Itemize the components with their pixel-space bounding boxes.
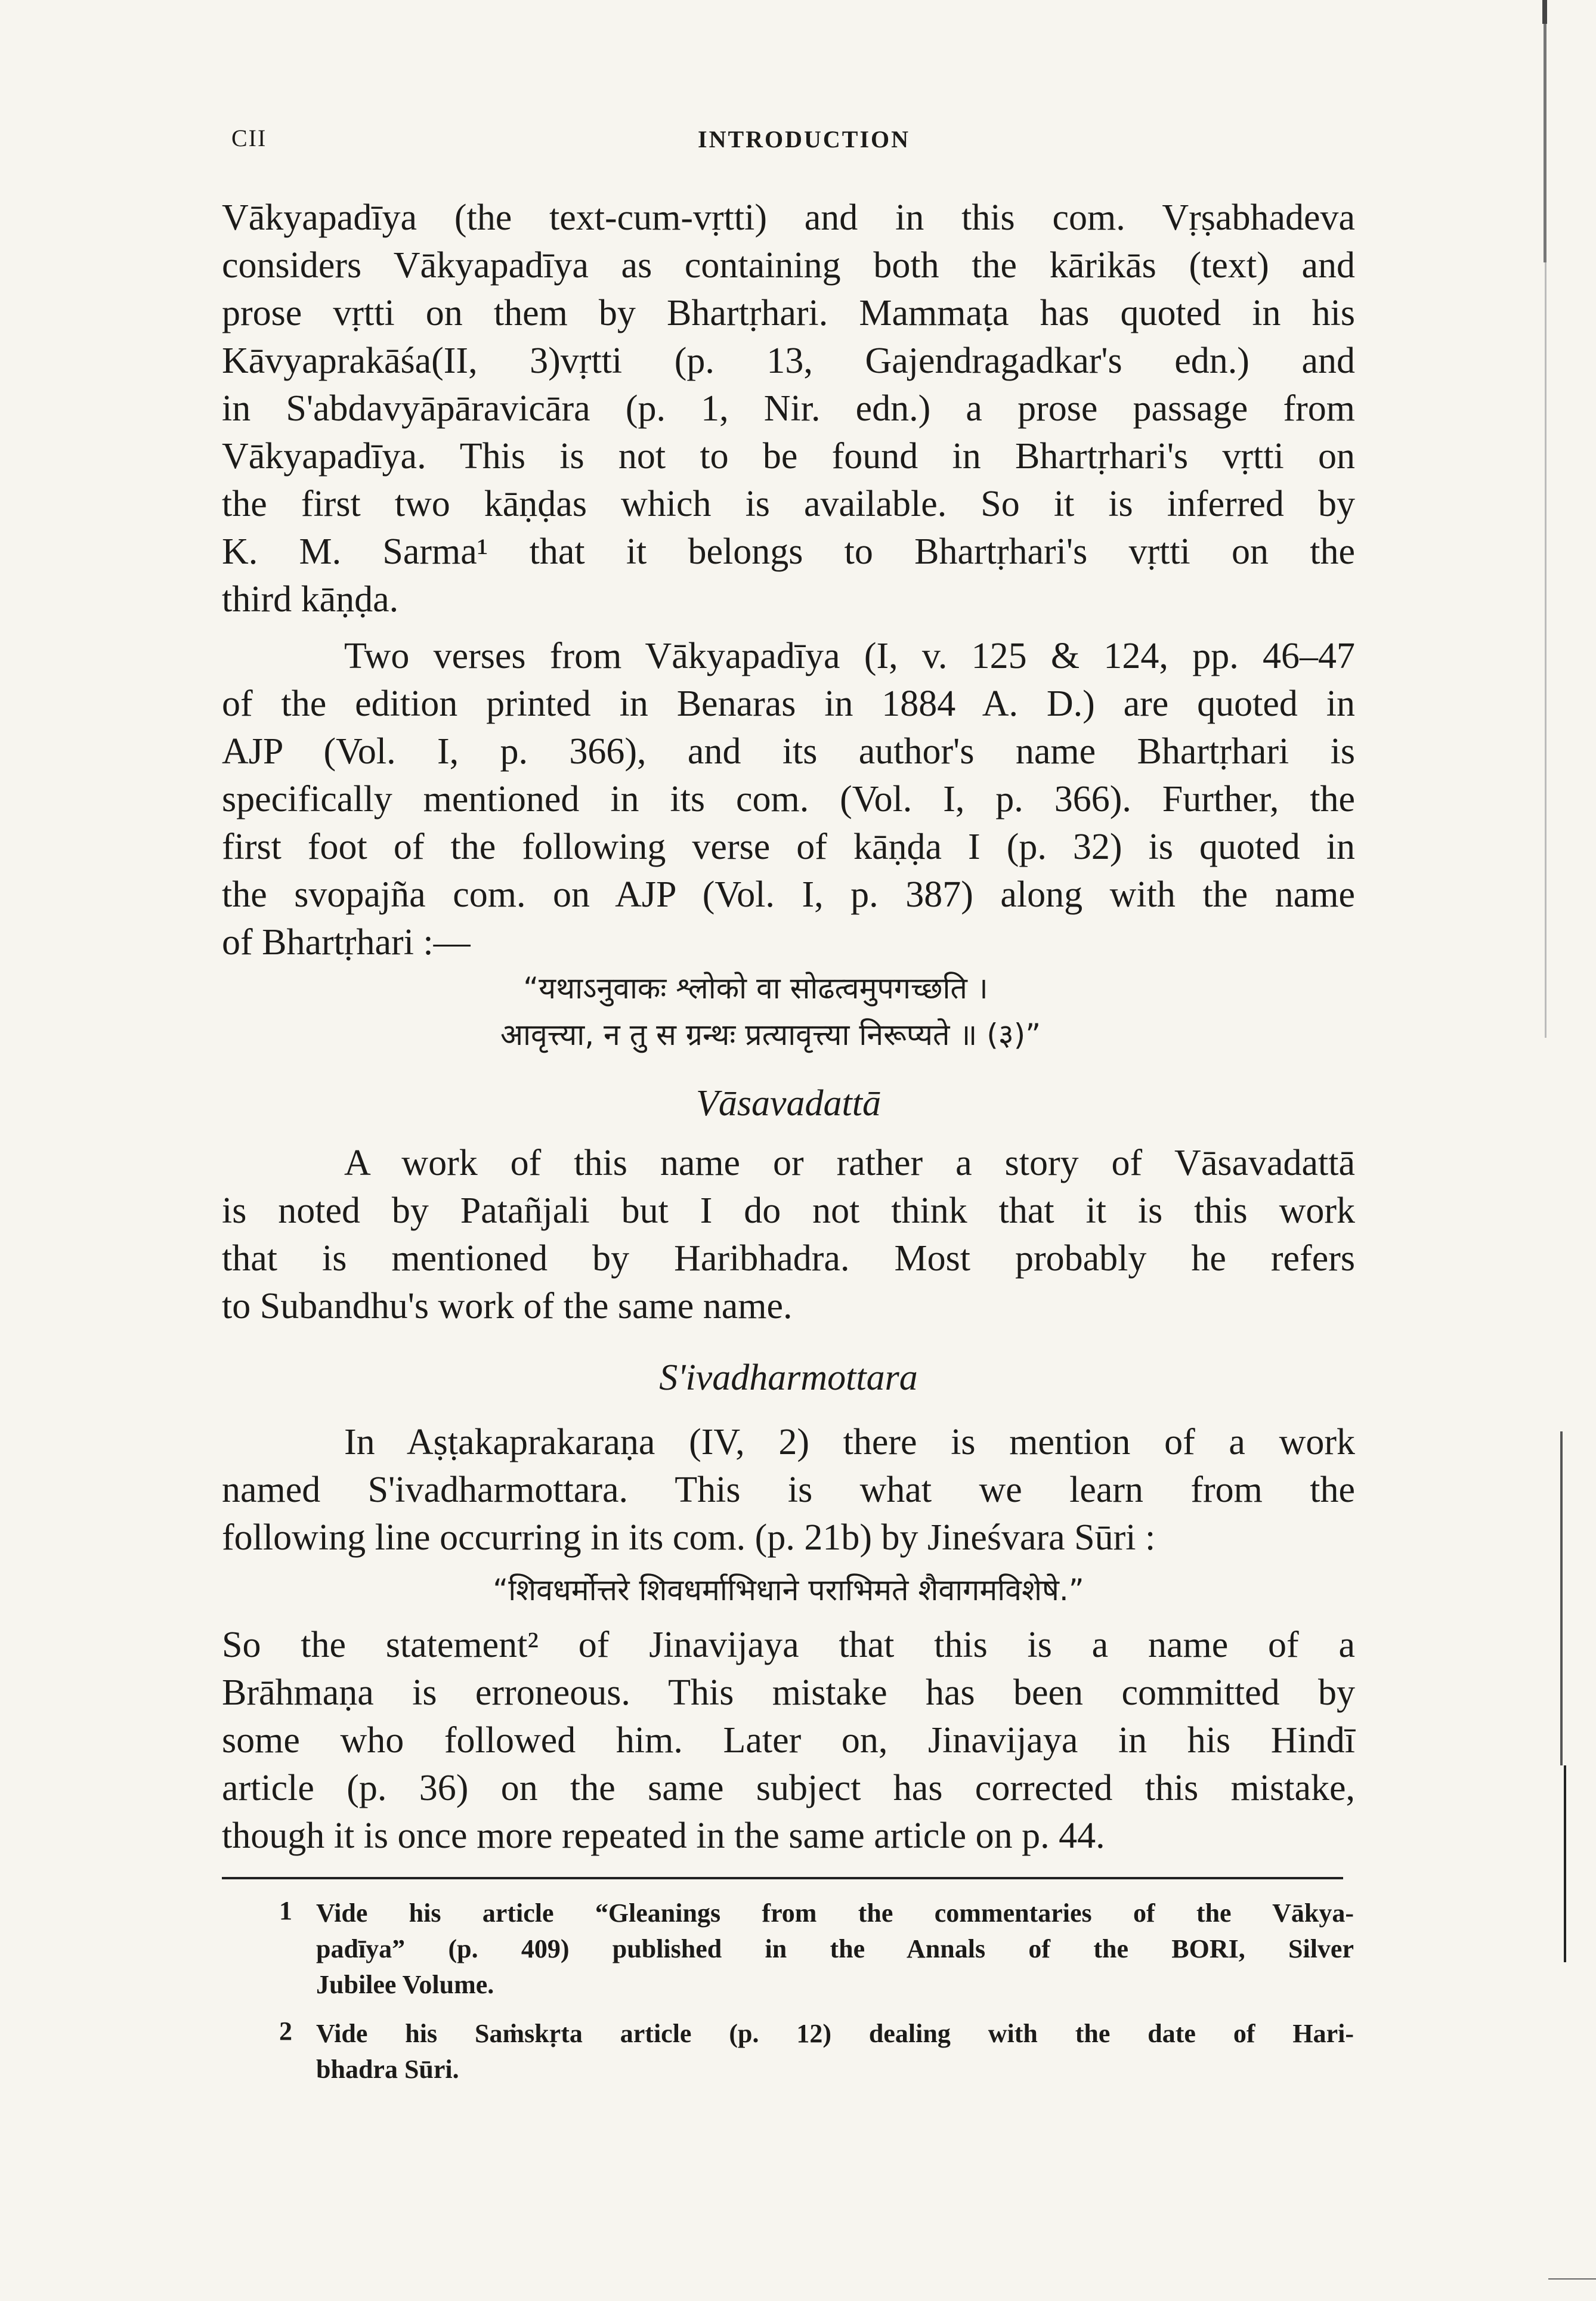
verse-line: आवृत्त्या, न तु स ग्रन्थः प्रत्यावृत्त्या निरूप्यते ॥ (३)” <box>500 1017 1041 1052</box>
footnote-2 <box>279 2016 1354 2087</box>
text-line: K. M. Sarma¹ that it belongs to Bhartṛhari's vṛtti on the <box>222 531 1355 572</box>
verse-line: “यथाऽनुवाकः श्लोको वा सोढत्वमुपगच्छति । <box>523 971 988 1006</box>
verse-line: “शिवधर्मोत्तरे शिवधर्माभिधाने पराभिमते शैवागमविशेषे.” <box>493 1573 1084 1607</box>
sanskrit-verse <box>222 965 1355 1058</box>
text-line: the svopajña com. on AJP (Vol. I, p. 387) along with the name <box>222 874 1355 915</box>
text-line: of Bhartṛhari :— <box>222 922 471 963</box>
text-line: in S'abdavyāpāravicāra (p. 1, Nir. edn.) a prose passage from <box>222 388 1355 429</box>
sanskrit-quote <box>222 1567 1355 1613</box>
footnote-line: Vide his Saṁskṛta article (p. 12) dealing with the date of Hari- <box>316 2019 1354 2048</box>
section-heading: S'ivadharmottara <box>659 1357 918 1398</box>
text-line: is noted by Patañjali but I do not think that it is this work <box>222 1190 1355 1231</box>
paragraph-vakyapadiya <box>222 194 1355 623</box>
text-line: that is mentioned by Haribhadra. Most probably he refers <box>222 1238 1355 1279</box>
footnote-line: padīya” (p. 409) published in the Annals of the BORI, Silver <box>316 1934 1354 1963</box>
text-line: first foot of the following verse of kāṇḍa I (p. 32) is quoted in <box>222 827 1355 867</box>
text-line: A work of this name or rather a story of Vāsavadattā <box>344 1143 1355 1183</box>
paragraph-sivadharmottara <box>222 1418 1355 1561</box>
paragraph-statement <box>222 1621 1355 1860</box>
page-number: CII <box>231 125 267 151</box>
text-line: third kāṇḍa. <box>222 579 399 620</box>
text-line: article (p. 36) on the same subject has corrected this mistake, <box>222 1768 1355 1808</box>
text-line: prose vṛtti on them by Bhartṛhari. Mammaṭa has quoted in his <box>222 293 1355 333</box>
text-line: specifically mentioned in its com. (Vol. I, p. 366). Further, the <box>222 779 1355 819</box>
text-line: following line occurring in its com. (p. 21b) by Jineśvara Sūri : <box>222 1517 1156 1558</box>
text-line: of the edition printed in Benaras in 1884 A. D.) are quoted in <box>222 684 1355 724</box>
footnote-line: Vide his article “Gleanings from the commentaries of the Vākya- <box>316 1898 1354 1928</box>
text-line: considers Vākyapadīya as containing both the kārikās (text) and <box>222 245 1355 286</box>
footnote-rule <box>222 1877 1343 1879</box>
text-line: In Aṣṭakaprakaraṇa (IV, 2) there is mention of a work <box>344 1422 1355 1462</box>
running-head: INTRODUCTION <box>698 126 911 153</box>
text-line: though it is once more repeated in the same article on p. 44. <box>222 1816 1105 1856</box>
text-line: Vākyapadīya (the text-cum-vṛtti) and in this com. Vṛṣabhadeva <box>222 197 1355 238</box>
text-line: named S'ivadharmottara. This is what we learn from the <box>222 1470 1355 1510</box>
section-heading: Vāsavadattā <box>696 1083 881 1124</box>
text-line: Vākyapadīya. This is not to be found in Bhartṛhari's vṛtti on <box>222 436 1355 477</box>
text-line: AJP (Vol. I, p. 366), and its author's name Bhartṛhari is <box>222 731 1355 772</box>
text-line: to Subandhu's work of the same name. <box>222 1286 793 1326</box>
footnote-number: 2 <box>279 2017 292 2046</box>
paragraph-two-verses <box>222 632 1355 966</box>
paragraph-vasavadatta <box>222 1139 1355 1330</box>
text-line: Two verses from Vākyapadīya (I, v. 125 & 124, pp. 46–47 <box>344 636 1355 676</box>
footnote-line: bhadra Sūri. <box>316 2055 459 2084</box>
text-line: Kāvyaprakāśa(II, 3)vṛtti (p. 13, Gajendragadkar's edn.) and <box>222 341 1355 381</box>
text-line: the first two kāṇḍas which is available. So it is inferred by <box>222 484 1355 524</box>
footnote-number: 1 <box>279 1896 292 1925</box>
section-heading-vasavadatta <box>222 1080 1355 1127</box>
section-heading-sivadharmottara <box>222 1354 1355 1402</box>
text-line: Brāhmaṇa is erroneous. This mistake has been committed by <box>222 1672 1355 1713</box>
text-line: So the statement² of Jinavijaya that this is a name of a <box>222 1625 1355 1665</box>
page-edge-shadow <box>1542 0 1596 2301</box>
footnote-line: Jubilee Volume. <box>316 1970 494 1999</box>
text-line: some who followed him. Later on, Jinavijaya in his Hindī <box>222 1720 1355 1761</box>
footnote-1 <box>279 1895 1354 2003</box>
